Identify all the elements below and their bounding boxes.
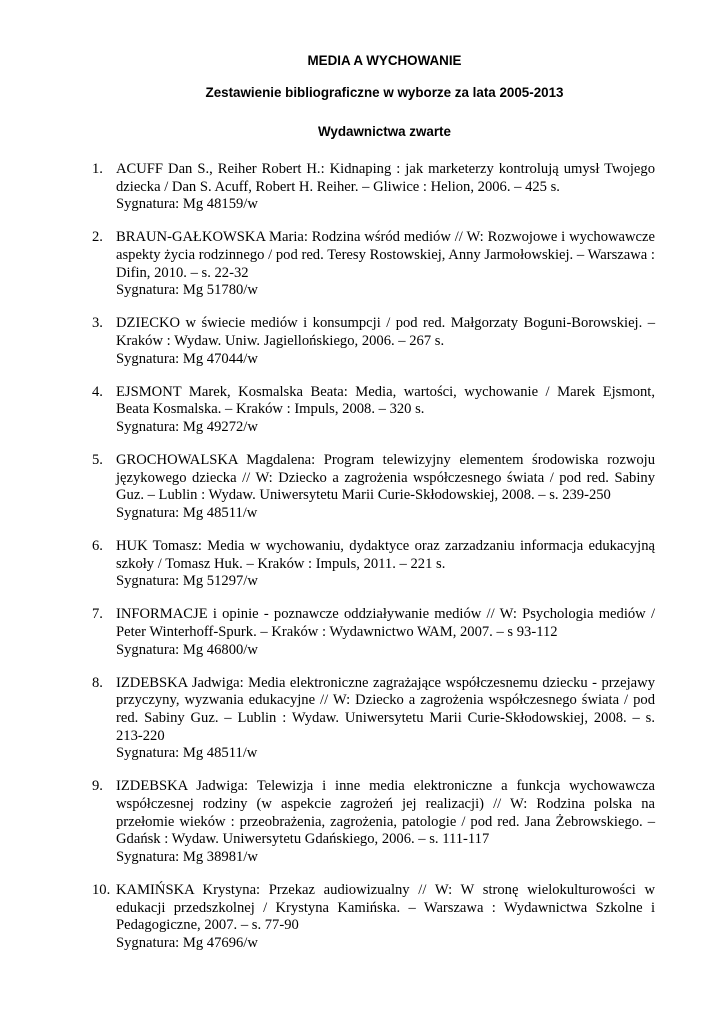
bibliography-entry bbox=[92, 606, 655, 659]
bibliography-entry bbox=[92, 315, 655, 368]
entry-number: 8. bbox=[92, 674, 103, 691]
entry-citation: DZIECKO w świecie mediów i konsumpcji / pod red. Małgorzaty Boguni-Borowskiej. – Kraków : Wydaw. Uniw. Jagiellońskiego, 2006. – 267 s. bbox=[116, 315, 655, 349]
bibliography-list bbox=[92, 161, 655, 968]
entry-signature: Sygnatura: Mg 48511/w bbox=[116, 504, 258, 521]
entry-signature: Sygnatura: Mg 38981/w bbox=[116, 848, 258, 865]
bibliography-entry bbox=[92, 384, 655, 437]
entry-number: 10. bbox=[92, 881, 111, 898]
bibliography-entry bbox=[92, 161, 655, 214]
entry-citation: ACUFF Dan S., Reiher Robert H.: Kidnaping : jak marketerzy kontrolują umysł Twojego dziecka / Dan S. Acuff, Robert H. Reiher. – Gliwice : Helion, 2006. – 425 s. bbox=[116, 161, 655, 195]
entry-number: 7. bbox=[92, 606, 103, 623]
entry-signature: Sygnatura: Mg 47696/w bbox=[116, 934, 258, 951]
entry-citation: HUK Tomasz: Media w wychowaniu, dydaktyce oraz zarzadzaniu informacja edukacyjną szkoły / Tomasz Huk. – Kraków : Impuls, 2011. – 221 s. bbox=[116, 538, 655, 572]
entry-signature: Sygnatura: Mg 47044/w bbox=[116, 350, 258, 367]
entry-citation: GROCHOWALSKA Magdalena: Program telewizyjny elementem środowiska rozwoju językowego dziecka // W: Dziecko a zagrożenia współczesnego świata / pod red. Sabiny Guz. – Lublin : Wydaw. Uniwersytetu Marii Curie-Skłodowskiej, 2008. – s. 239-250 bbox=[116, 452, 655, 504]
entry-signature: Sygnatura: Mg 49272/w bbox=[116, 418, 258, 435]
bibliography-entry bbox=[92, 675, 655, 763]
entry-number: 5. bbox=[92, 452, 103, 469]
entry-number: 6. bbox=[92, 538, 103, 555]
entry-citation: EJSMONT Marek, Kosmalska Beata: Media, wartości, wychowanie / Marek Ejsmont, Beata Kosmalska. – Kraków : Impuls, 2008. – 320 s. bbox=[116, 383, 655, 418]
entry-number: 2. bbox=[92, 229, 103, 246]
document-title: MEDIA A WYCHOWANIE bbox=[307, 53, 462, 68]
bibliography-entry bbox=[92, 229, 655, 299]
bibliography-entry bbox=[92, 882, 655, 952]
entry-signature: Sygnatura: Mg 48511/w bbox=[116, 745, 258, 762]
entry-number: 4. bbox=[92, 383, 103, 400]
entry-number: 9. bbox=[92, 778, 103, 795]
entry-number: 3. bbox=[92, 315, 103, 332]
section-heading: Wydawnictwa zwarte bbox=[318, 124, 451, 139]
entry-number: 1. bbox=[92, 161, 103, 177]
entry-citation: KAMIŃSKA Krystyna: Przekaz audiowizualny // W: W stronę wielokulturowości w edukacji przedszkolnej / Krystyna Kamińska. – Warszawa : Wydawnictwa Szkolne i Pedagogiczne, 2007. – s. 77-90 bbox=[116, 881, 655, 934]
bibliography-entry bbox=[92, 452, 655, 522]
bibliography-entry bbox=[92, 778, 655, 866]
entry-signature: Sygnatura: Mg 51297/w bbox=[116, 573, 258, 590]
entry-signature: Sygnatura: Mg 48159/w bbox=[116, 196, 258, 213]
bibliography-entry bbox=[92, 538, 655, 591]
entry-citation: BRAUN-GAŁKOWSKA Maria: Rodzina wśród mediów // W: Rozwojowe i wychowawcze aspekty życia rodzinnego / pod red. Teresy Rostowskiej, Anny Jarmołowskiej. – Warszawa : Difin, 2010. – s. 22-32 bbox=[116, 229, 655, 281]
document-subtitle: Zestawienie bibliograficzne w wyborze za lata 2005-2013 bbox=[205, 85, 564, 100]
entry-citation: IZDEBSKA Jadwiga: Media elektroniczne zagrażające współczesnemu dziecku - przejawy przyczyny, wyzwania edukacyjne // W: Dziecko a zagrożenia współczesnego świata / pod red. Sabiny Guz. – Lublin : Wydaw. Uniwersytetu Marii Curie-Skłodowskiej, 2008. – s. 213-220 bbox=[116, 674, 655, 744]
entry-citation: IZDEBSKA Jadwiga: Telewizja i inne media elektroniczne a funkcja wychowawcza współczesnej rodziny (w aspekcie zagrożeń jej realizacji) // W: Rodzina polska na przełomie wieków : przeobrażenia, zagrożenia, patologie / pod red. Jana Żebrowskiego. – Gdańsk : Wydaw. Uniwersytetu Gdańskiego, 2006. – s. 111-117 bbox=[116, 778, 655, 848]
entry-citation: INFORMACJE i opinie - poznawcze oddziaływanie mediów // W: Psychologia mediów / Peter Winterhoff-Spurk. – Kraków : Wydawnictwo WAM, 2007. – s 93-112 bbox=[116, 606, 655, 641]
entry-signature: Sygnatura: Mg 51780/w bbox=[116, 282, 258, 299]
entry-signature: Sygnatura: Mg 46800/w bbox=[116, 641, 258, 658]
